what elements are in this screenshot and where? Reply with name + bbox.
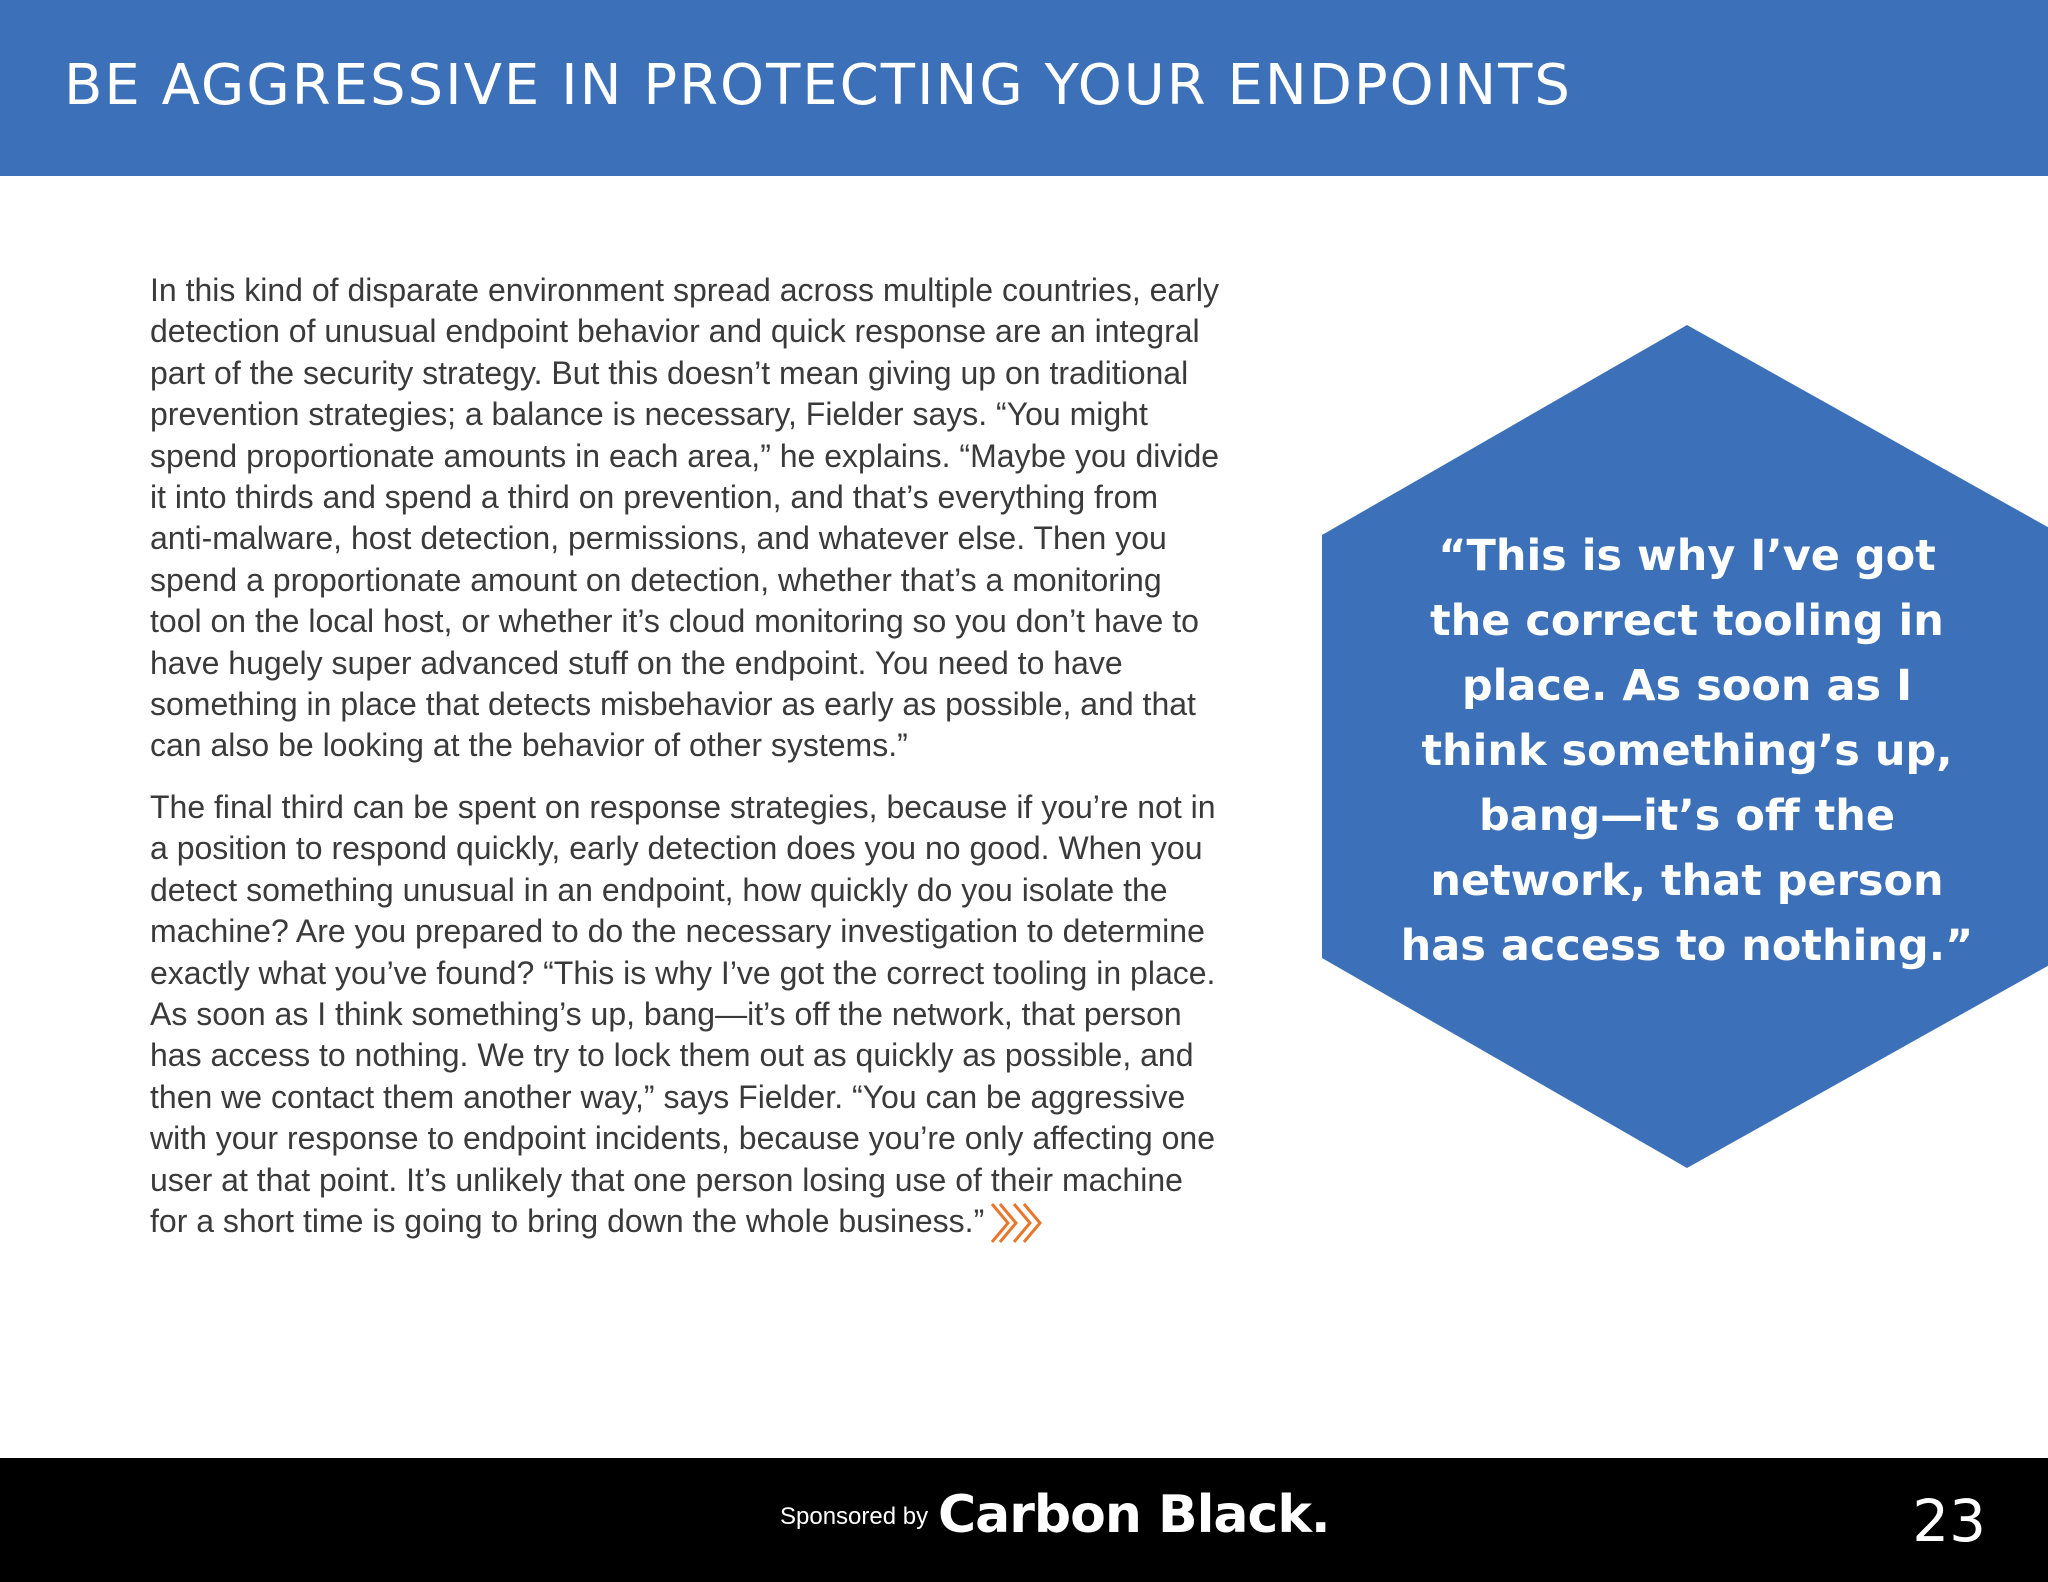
page-number: 23 xyxy=(1912,1487,1986,1555)
article-paragraph-2 xyxy=(150,787,1220,1245)
chevron-triple-right-icon[interactable] xyxy=(990,1202,1052,1244)
pull-quote-text: “This is why I’ve got the correct tooling in place. As soon as I think something’s up, bang—it’s off the network, that person has access to nothing.” xyxy=(1400,531,1974,971)
article-body xyxy=(150,270,1220,1264)
article-paragraph-1: In this kind of disparate environment spread across multiple countries, early detection of unusual endpoint behavior and quick response are an integral part of the security strategy. But this doesn’t mean giving up on traditional prevention strategies; a balance is necessary, Fielder says. “You might spend proportionate amounts in each area,” he explains. “Maybe you divide it into thirds and spend a third on prevention, and that’s everything from anti-malware, host detection, permissions, and whatever else. Then you spend a proportionate amount on detection, whether that’s a monitoring tool on the local host, or whether it’s cloud monitoring so you don’t have to have hugely super advanced stuff on the endpoint. You need to have something in place that detects misbehavior as early as possible, and that can also be looking at the behavior of other systems.” xyxy=(150,272,1220,764)
page-header xyxy=(0,0,2048,176)
page-title: BE AGGRESSIVE IN PROTECTING YOUR ENDPOINTS xyxy=(64,53,1572,118)
sponsor-logo: Carbon Black. xyxy=(938,1485,1330,1545)
page-footer xyxy=(0,1458,2048,1582)
sponsored-label: Sponsored by xyxy=(780,1503,929,1530)
article-paragraph-2-text: The final third can be spent on response strategies, because if you’re not in a position to respond quickly, early detection does you no good. When you detect something unusual in an endpoint, how quickly do you isolate the machine? Are you prepared to do the necessary investigation to determine exactly what you’ve found? “This is why I’ve got the correct tooling in place. As soon as I think something’s up, bang—it’s off the network, that person has access to nothing. We try to lock them out as quickly as possible, and then we contact them another way,” says Fielder. “You can be aggressive with your response to endpoint incidents, because you’re only affecting one user at that point. It’s unlikely that one person losing use of their machine for a short time is going to bring down the whole business.” xyxy=(150,788,1216,1239)
